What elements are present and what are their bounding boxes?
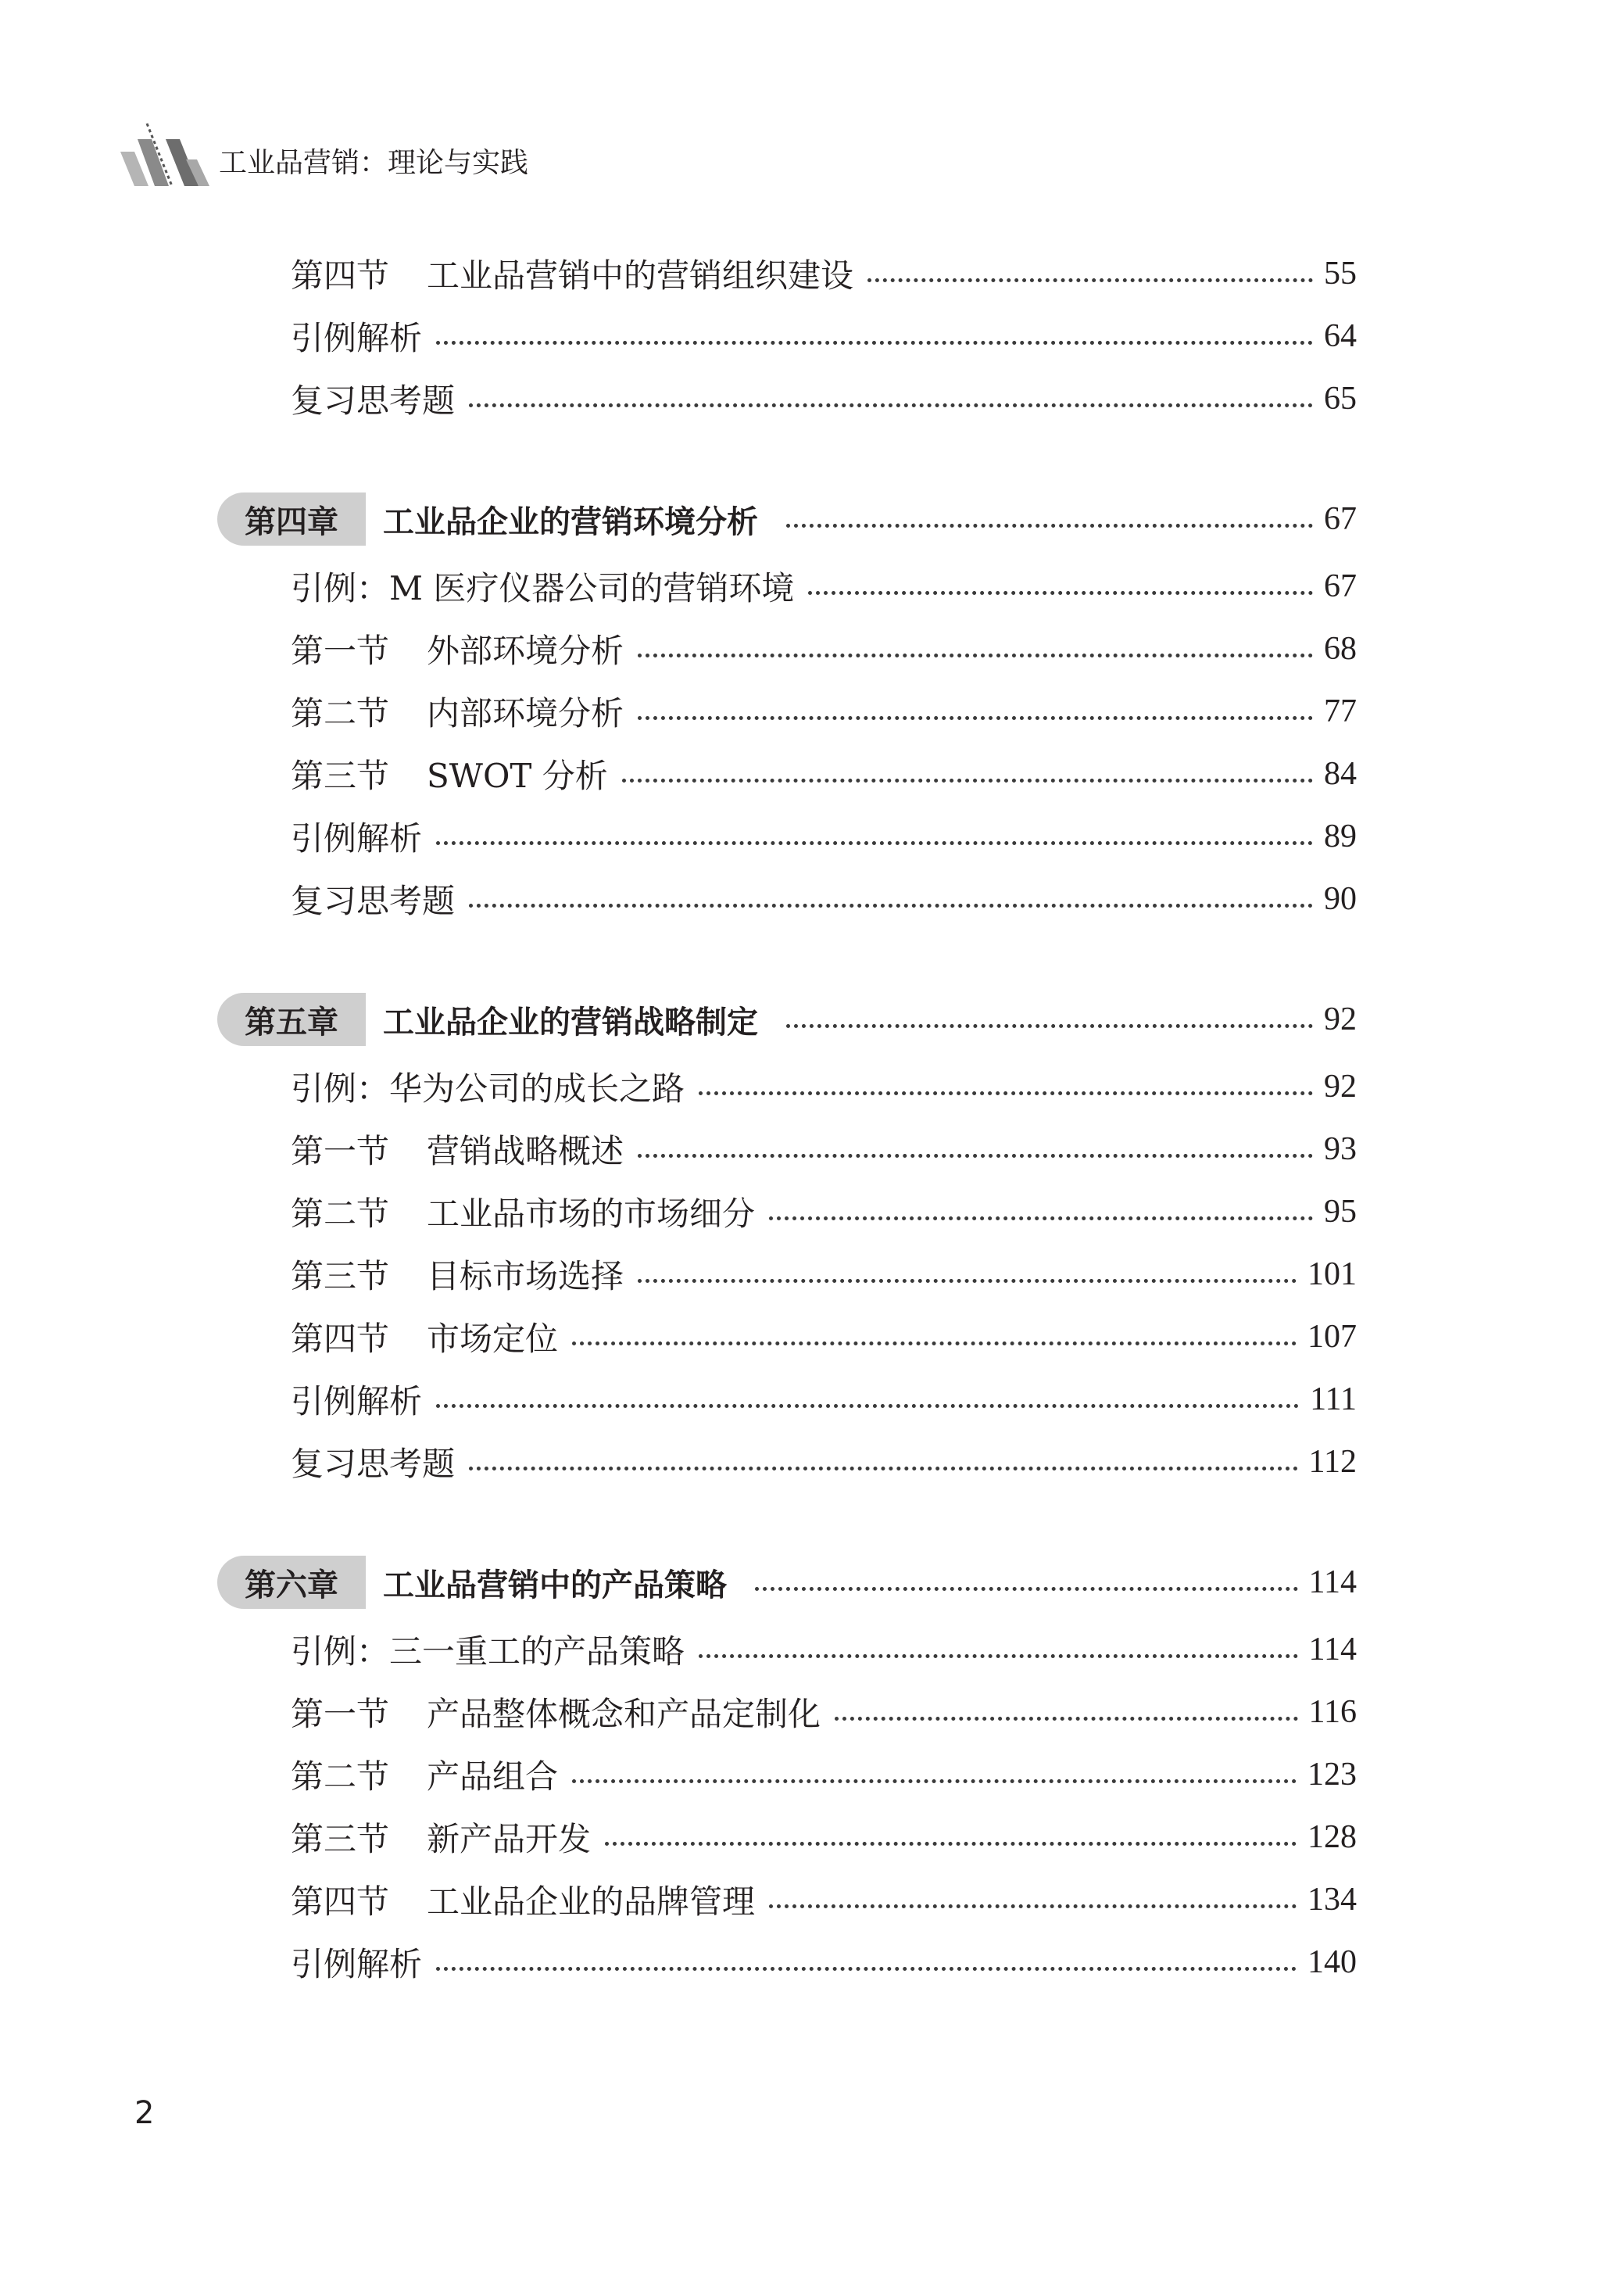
- section-number: 第四节: [291, 1320, 390, 1358]
- toc-section-row[interactable]: [291, 1437, 1357, 1487]
- toc-section-row[interactable]: [291, 561, 1357, 611]
- toc-page-number: 67: [1324, 568, 1357, 604]
- toc-section-row[interactable]: [291, 1624, 1357, 1675]
- section-number: 第三节: [291, 757, 390, 795]
- section-title: 引例解析: [291, 1382, 423, 1420]
- toc-section-row[interactable]: [291, 1062, 1357, 1112]
- toc-page-number: 84: [1324, 756, 1357, 792]
- toc-page-number: 77: [1324, 693, 1357, 729]
- dot-leader: [436, 841, 1313, 845]
- dot-leader: [436, 1967, 1297, 1971]
- section-title: 引例：三一重工的产品策略: [291, 1632, 685, 1671]
- dot-leader: [808, 591, 1313, 595]
- toc-section-row[interactable]: [291, 1312, 1357, 1362]
- section-number: 第四节: [291, 1882, 390, 1921]
- toc-page-number: 92: [1324, 1069, 1357, 1105]
- dot-leader: [699, 1091, 1313, 1095]
- toc-page-number: 112: [1308, 1444, 1357, 1480]
- dot-leader: [638, 654, 1313, 657]
- dot-leader: [605, 1842, 1297, 1846]
- toc-page-number: 55: [1324, 256, 1357, 292]
- toc-section-row[interactable]: [291, 311, 1357, 361]
- toc-page-number: 123: [1307, 1757, 1357, 1793]
- section-title: 营销战略概述: [427, 1132, 624, 1170]
- section-number: 第一节: [291, 1695, 390, 1733]
- toc-section-row[interactable]: [291, 1687, 1357, 1737]
- toc-page-number: 128: [1307, 1819, 1357, 1855]
- toc-page-number: 93: [1324, 1131, 1357, 1167]
- dot-leader: [786, 524, 1313, 528]
- dot-leader: [469, 904, 1313, 908]
- toc-section-row[interactable]: [291, 1750, 1357, 1800]
- dot-leader: [638, 716, 1313, 720]
- section-title: 工业品市场的市场细分: [427, 1195, 756, 1233]
- toc-page-number: 92: [1324, 1001, 1357, 1037]
- dot-leader: [699, 1654, 1298, 1658]
- toc-page-number: 67: [1324, 501, 1357, 537]
- section-title: 引例：华为公司的成长之路: [291, 1069, 685, 1108]
- section-title: 复习思考题: [291, 882, 456, 920]
- section-number: 第二节: [291, 694, 390, 733]
- chapter-title: 工业品企业的营销环境分析: [383, 503, 758, 540]
- section-title: 复习思考题: [291, 1445, 456, 1483]
- dot-leader: [755, 1587, 1298, 1591]
- toc-section-row[interactable]: [291, 686, 1357, 736]
- section-title: 引例解析: [291, 819, 423, 858]
- toc-page-number: 114: [1308, 1632, 1357, 1667]
- toc-section-row[interactable]: [291, 811, 1357, 861]
- dot-leader: [786, 1024, 1313, 1028]
- dot-leader: [622, 779, 1313, 783]
- chapter-title: 工业品企业的营销战略制定: [383, 1004, 758, 1041]
- toc-section-row[interactable]: [291, 1187, 1357, 1237]
- dot-leader: [638, 1279, 1297, 1283]
- section-title: 产品组合: [427, 1757, 559, 1796]
- chapter-title: 工业品营销中的产品策略: [383, 1567, 727, 1603]
- section-title: 产品整体概念和产品定制化: [427, 1695, 821, 1733]
- chapter-number-badge: 第六章: [217, 1556, 366, 1609]
- section-title: 工业品营销中的营销组织建设: [427, 256, 854, 295]
- dot-leader: [469, 1467, 1298, 1470]
- toc-section-row[interactable]: [291, 1124, 1357, 1174]
- toc-section-row[interactable]: [291, 249, 1357, 299]
- section-title: 外部环境分析: [427, 632, 624, 670]
- section-title: 新产品开发: [427, 1820, 592, 1858]
- section-title: 引例解析: [291, 319, 423, 357]
- dot-leader: [638, 1154, 1313, 1158]
- toc-page-number: 140: [1307, 1944, 1357, 1980]
- toc-page-number: 111: [1310, 1381, 1357, 1417]
- toc-chapter-row[interactable]: [217, 1553, 1357, 1612]
- toc-page-number: 89: [1324, 818, 1357, 854]
- toc-page-number: 64: [1324, 318, 1357, 354]
- dot-leader: [572, 1341, 1297, 1345]
- toc-page-number: 107: [1307, 1319, 1357, 1355]
- section-number: 第一节: [291, 632, 390, 670]
- toc-page-number: 116: [1308, 1694, 1357, 1730]
- dot-leader: [769, 1904, 1297, 1908]
- section-number: 第二节: [291, 1195, 390, 1233]
- toc-page-number: 90: [1324, 881, 1357, 917]
- toc-page-number: 68: [1324, 631, 1357, 667]
- toc-section-row[interactable]: [291, 624, 1357, 674]
- section-title: SWOT 分析: [427, 757, 608, 795]
- dot-leader: [835, 1717, 1298, 1721]
- toc-section-row[interactable]: [291, 874, 1357, 924]
- toc-section-row[interactable]: [291, 374, 1357, 424]
- section-number: 第四节: [291, 256, 390, 295]
- dot-leader: [436, 1404, 1299, 1408]
- section-title: 引例：M 医疗仪器公司的营销环境: [291, 569, 795, 607]
- toc-chapter-row[interactable]: [217, 990, 1357, 1049]
- toc-section-row[interactable]: [291, 1249, 1357, 1299]
- toc-page-number: 114: [1308, 1564, 1357, 1600]
- toc-page-number: 101: [1307, 1256, 1357, 1292]
- dot-leader: [867, 278, 1313, 282]
- section-number: 第二节: [291, 1757, 390, 1796]
- running-header: [117, 119, 742, 189]
- section-title: 市场定位: [427, 1320, 559, 1358]
- toc-section-row[interactable]: [291, 1812, 1357, 1862]
- section-title: 内部环境分析: [427, 694, 624, 733]
- dot-leader: [469, 403, 1313, 407]
- page-number: 2: [134, 2095, 155, 2131]
- toc-section-row[interactable]: [291, 1937, 1357, 1987]
- section-title: 工业品企业的品牌管理: [427, 1882, 756, 1921]
- dot-leader: [769, 1216, 1313, 1220]
- chapter-number-badge: 第四章: [217, 493, 366, 546]
- section-title: 引例解析: [291, 1945, 423, 1983]
- chapter-number-badge: 第五章: [217, 993, 366, 1046]
- section-title: 复习思考题: [291, 381, 456, 420]
- dot-leader: [436, 341, 1313, 345]
- toc-page-number: 134: [1307, 1882, 1357, 1918]
- toc-section-row[interactable]: [291, 1875, 1357, 1925]
- stripes-logo-icon: [117, 119, 215, 189]
- toc-section-row[interactable]: [291, 1374, 1357, 1424]
- dot-leader: [572, 1779, 1297, 1783]
- section-number: 第三节: [291, 1257, 390, 1295]
- toc-page-number: 65: [1324, 381, 1357, 417]
- toc-page-number: 95: [1324, 1194, 1357, 1230]
- book-title: 工业品营销：理论与实践: [219, 147, 529, 179]
- section-number: 第一节: [291, 1132, 390, 1170]
- toc-section-row[interactable]: [291, 749, 1357, 799]
- section-number: 第三节: [291, 1820, 390, 1858]
- toc-chapter-row[interactable]: [217, 489, 1357, 549]
- section-title: 目标市场选择: [427, 1257, 624, 1295]
